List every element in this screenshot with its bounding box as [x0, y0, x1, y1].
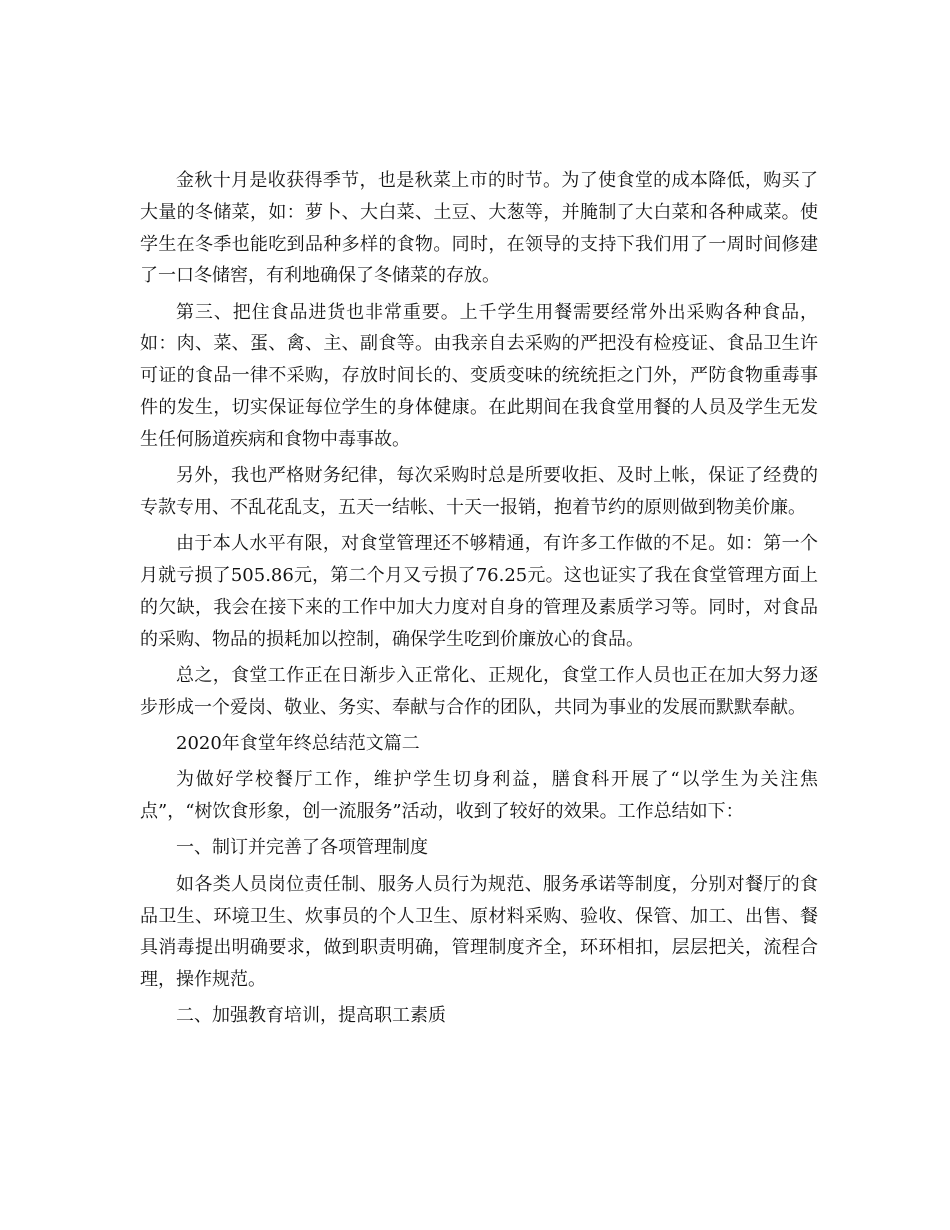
document-body [140, 165, 818, 1032]
section-heading-management-systems: 一、制订并完善了各项管理制度 [176, 837, 428, 859]
paragraph-part-two-intro: 为做好学校餐厅工作，维护学生切身利益，膳食科开展了“以学生为关注焦点”，“树饮食形象，创一流服务”活动，收到了较好的效果。工作总结如下： [140, 769, 818, 823]
paragraph-food-purchasing: 第三、把住食品进货也非常重要。上千学生用餐需要经常外出采购各种食品，如：肉、菜、蛋、禽、主、副食等。由我亲自去采购的严把没有检疫证、食品卫生许可证的食品一律不采购，存放时间长的、变质变味的统统拒之门外，严防食物重毒事件的发生，切实保证每位学生的身体健康。在此期间在我食堂用餐的人员及学生无发生任何肠道疾病和食物中毒事故。 [140, 301, 818, 450]
paragraph-management-details: 如各类人员岗位责任制、服务人员行为规范、服务承诺等制度，分别对餐厅的食品卫生、环境卫生、炊事员的个人卫生、原材料采购、验收、保管、加工、出售、餐具消毒提出明确要求，做到职责明确，管理制度齐全，环环相扣，层层把关，流程合理，操作规范。 [140, 873, 818, 991]
paragraph-shortcomings: 由于本人水平有限，对食堂管理还不够精通，有许多工作做的不足。如：第一个月就亏损了505.86元，第二个月又亏损了76.25元。这也证实了我在食堂管理方面上的欠缺，我会在接下来的工作中加大力度对自身的管理及素质学习等。同时，对食品的采购、物品的损耗加以控制，确保学生吃到价廉放心的食品。 [140, 533, 818, 650]
paragraph-finance-discipline: 另外，我也严格财务纪律，每次采购时总是所要收拒、及时上帐，保证了经费的专款专用、不乱花乱支，五天一结帐、十天一报销，抱着节约的原则做到物美价廉。 [140, 465, 818, 518]
section-heading-training: 二、加强教育培训，提高职工素质 [176, 1005, 446, 1027]
section-title-part-two: 2020年食堂年终总结范文篇二 [176, 733, 420, 755]
paragraph-summary: 总之，食堂工作正在日渐步入正常化、正规化，食堂工作人员也正在加大努力逐步形成一个爱岗、敬业、务实、奉献与合作的团队，共同为事业的发展而默默奉献。 [140, 664, 818, 718]
paragraph-autumn-vegetables: 金秋十月是收获得季节，也是秋菜上市的时节。为了使食堂的成本降低，购买了大量的冬储菜，如：萝卜、大白菜、土豆、大葱等，并腌制了大白菜和各种咸菜。使学生在冬季也能吃到品种多样的食物。同时，在领导的支持下我们用了一周时间修建了一口冬储窖，有利地确保了冬储菜的存放。 [140, 170, 818, 287]
